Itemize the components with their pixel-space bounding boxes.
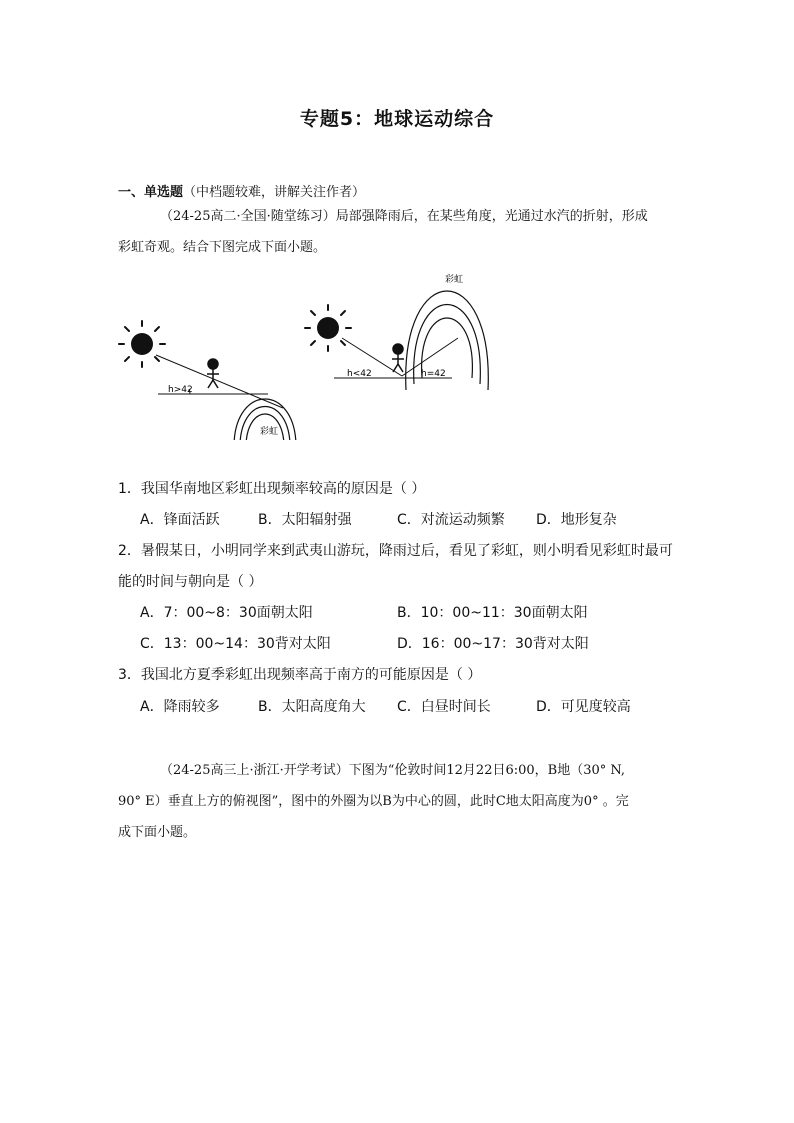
right-rainbow-label: 彩虹 — [445, 275, 464, 285]
question-1-option-b: B．太阳辐射强 — [258, 512, 352, 528]
person-icon — [392, 344, 404, 372]
page-title: 专题5：地球运动综合 — [299, 108, 495, 130]
question-2-option-c: C．13：00~14：30背对太阳 — [140, 636, 331, 652]
question-2-option-d: D．16：00~17：30背对太阳 — [397, 636, 589, 652]
sun-icon — [305, 305, 351, 351]
person-icon — [207, 359, 219, 388]
right-angle-label-right: h=42 — [421, 369, 446, 379]
question-1-stem: 1．我国华南地区彩虹出现频率较高的原因是（ ） — [118, 481, 426, 497]
question-1-option-d: D．地形复杂 — [536, 512, 617, 528]
question-3-option-d: D．可见度较高 — [536, 699, 631, 715]
question-3-option-c: C．白昼时间长 — [397, 699, 491, 715]
right-scene — [305, 273, 488, 390]
section-note: （中档题较难，讲解关注作者） — [183, 185, 366, 200]
left-rainbow-label: 彩虹 — [260, 427, 279, 437]
question-1-option-c: C．对流运动频繁 — [397, 512, 505, 528]
question-2-stem-line1: 2．暑假某日，小明同学来到武夷山游玩，降雨过后，看见了彩虹，则小明看见彩虹时最可 — [118, 543, 673, 559]
rainbow-figure — [118, 268, 518, 440]
section-heading — [118, 181, 365, 200]
left-angle-label: h>42 — [168, 385, 193, 395]
question-2-option-a: A．7：00~8：30面朝太阳 — [140, 605, 313, 621]
question-1-option-a: A．锋面活跃 — [140, 512, 220, 528]
question-3-option-a: A．降雨较多 — [140, 699, 220, 715]
question-3-option-b: B．太阳高度角大 — [258, 699, 366, 715]
passage2-line1: （24-25高三上·浙江·开学考试）下图为“伦敦时间12月22日6:00，B地（30° N, — [160, 763, 626, 778]
right-angle-label-left: h<42 — [347, 369, 372, 379]
question-2-option-b: B．10：00~11：30面朝太阳 — [397, 605, 588, 621]
section-title: 一、单选题 — [118, 185, 184, 200]
passage1-line1: （24-25高二·全国·随堂练习）局部强降雨后，在某些角度，光通过水汽的折射，形成 — [160, 209, 648, 224]
passage1-line2: 彩虹奇观。结合下图完成下面小题。 — [118, 240, 327, 255]
passage2-line3: 成下面小题。 — [118, 825, 197, 840]
left-scene — [119, 321, 296, 440]
sun-ray-line — [156, 355, 283, 408]
right-rainbow-arcs — [406, 291, 489, 390]
question-2-stem-line2: 能的时间与朝向是（ ） — [118, 574, 263, 590]
question-3-stem: 3．我国北方夏季彩虹出现频率高于南方的可能原因是（ ） — [118, 667, 482, 683]
sun-icon — [119, 321, 165, 367]
passage2-line2: 90° E）垂直上方的俯视图”，图中的外圈为以B为中心的圆，此时C地太阳高度为0° 。完 — [118, 794, 629, 809]
